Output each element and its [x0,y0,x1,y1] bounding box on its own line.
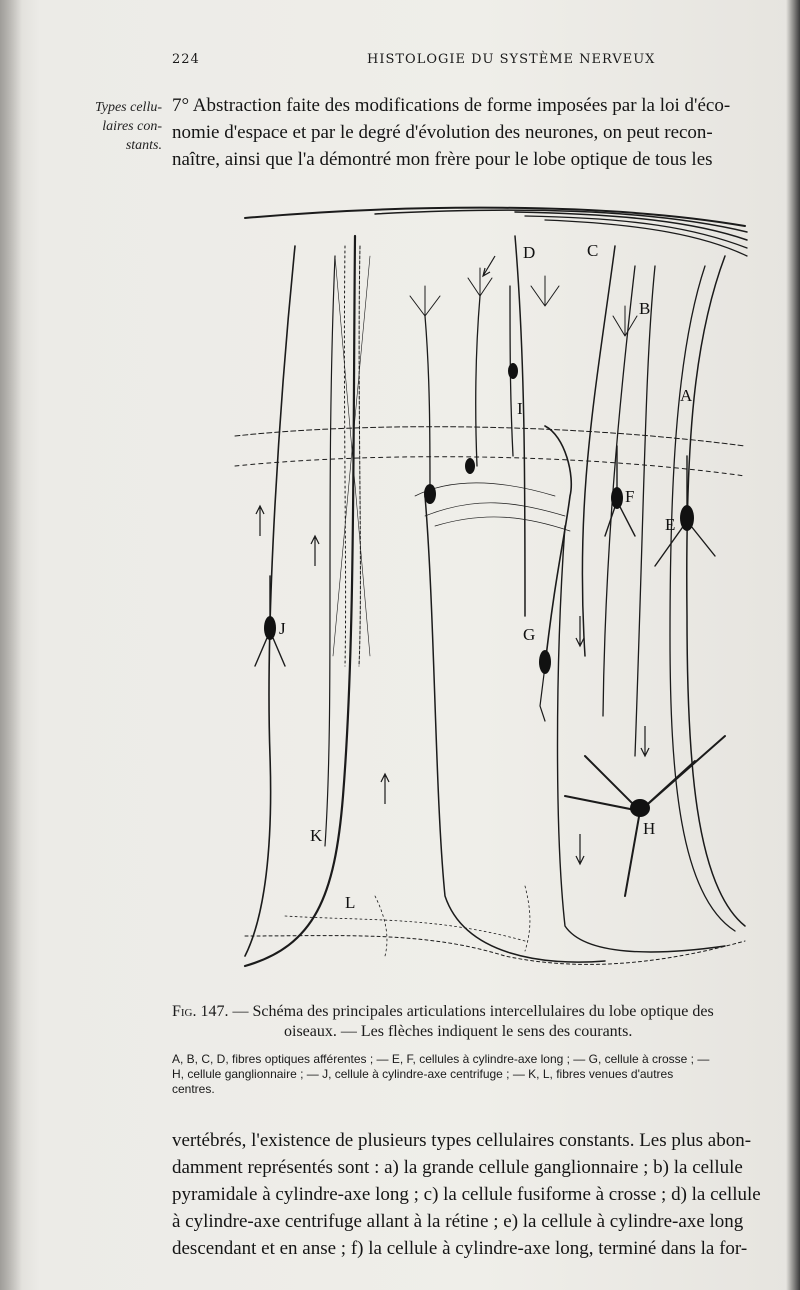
label-i: I [517,399,523,418]
label-b: B [639,299,651,318]
text-line: vertébrés, l'existence de plusieurs types cellulaires constants. Les plus abon- [172,1130,752,1151]
margin-note-line: stants. [125,138,162,153]
margin-note-line: laires con- [102,119,162,134]
text-line: naître, ainsi que l'a démontré mon frère pour le lobe optique de tous les [172,149,713,170]
caption-line: — Schéma des principales articulations intercellulaires du lobe optique des [232,1003,714,1020]
text-line: 7° Abstraction faite des modifications de forme imposées par la loi d'éco- [172,95,731,116]
label-k: K [310,826,323,845]
figure-caption [172,1002,792,1042]
legend-line: H, cellule ganglionnaire ; — J, cellule à cylindre-axe centrifuge ; — K, L, fibres venues d'autres [172,1067,674,1081]
text-line: pyramidale à cylindre-axe long ; c) la cellule fusiforme à crosse ; d) la cellule [172,1184,761,1205]
caption-line: oiseaux. — Les flèches indiquent le sens des courants. [284,1023,633,1040]
label-j: J [279,619,286,638]
text-line: nomie d'espace et par le degré d'évolution des neurones, on peut recon- [172,122,713,143]
paragraph-bottom [172,1127,792,1262]
page-number: 224 [172,52,200,67]
label-c: C [587,241,599,260]
neuron-diagram [225,196,765,986]
label-g: G [523,625,536,644]
label-d: D [523,243,536,262]
label-a: A [680,386,693,405]
figure-number: Fig. 147. [172,1003,229,1020]
legend-line: A, B, C, D, fibres optiques afférentes ; — E, F, cellules à cylindre-axe long ; — G, cellule à crosse ; — [172,1052,710,1066]
figure-147-illustration [225,196,765,986]
label-h: H [643,819,656,838]
running-head: HISTOLOGIE DU SYSTÈME NERVEUX [367,52,656,67]
margin-note [62,98,162,155]
figure-legend [172,1052,792,1097]
legend-line: centres. [172,1082,215,1096]
margin-note-line: Types cellu- [95,100,162,115]
text-line: damment représentés sont : a) la grande cellule ganglionnaire ; b) la cellule [172,1157,743,1178]
gutter-shadow [0,0,22,1290]
paragraph-top [172,92,792,173]
text-line: descendant et en anse ; f) la cellule à cylindre-axe long, terminé dans la for- [172,1238,748,1259]
label-l: L [345,893,356,912]
label-f: F [625,487,635,506]
label-e: E [665,515,676,534]
text-line: à cylindre-axe centrifuge allant à la rétine ; e) la cellule à cylindre-axe long [172,1211,744,1232]
